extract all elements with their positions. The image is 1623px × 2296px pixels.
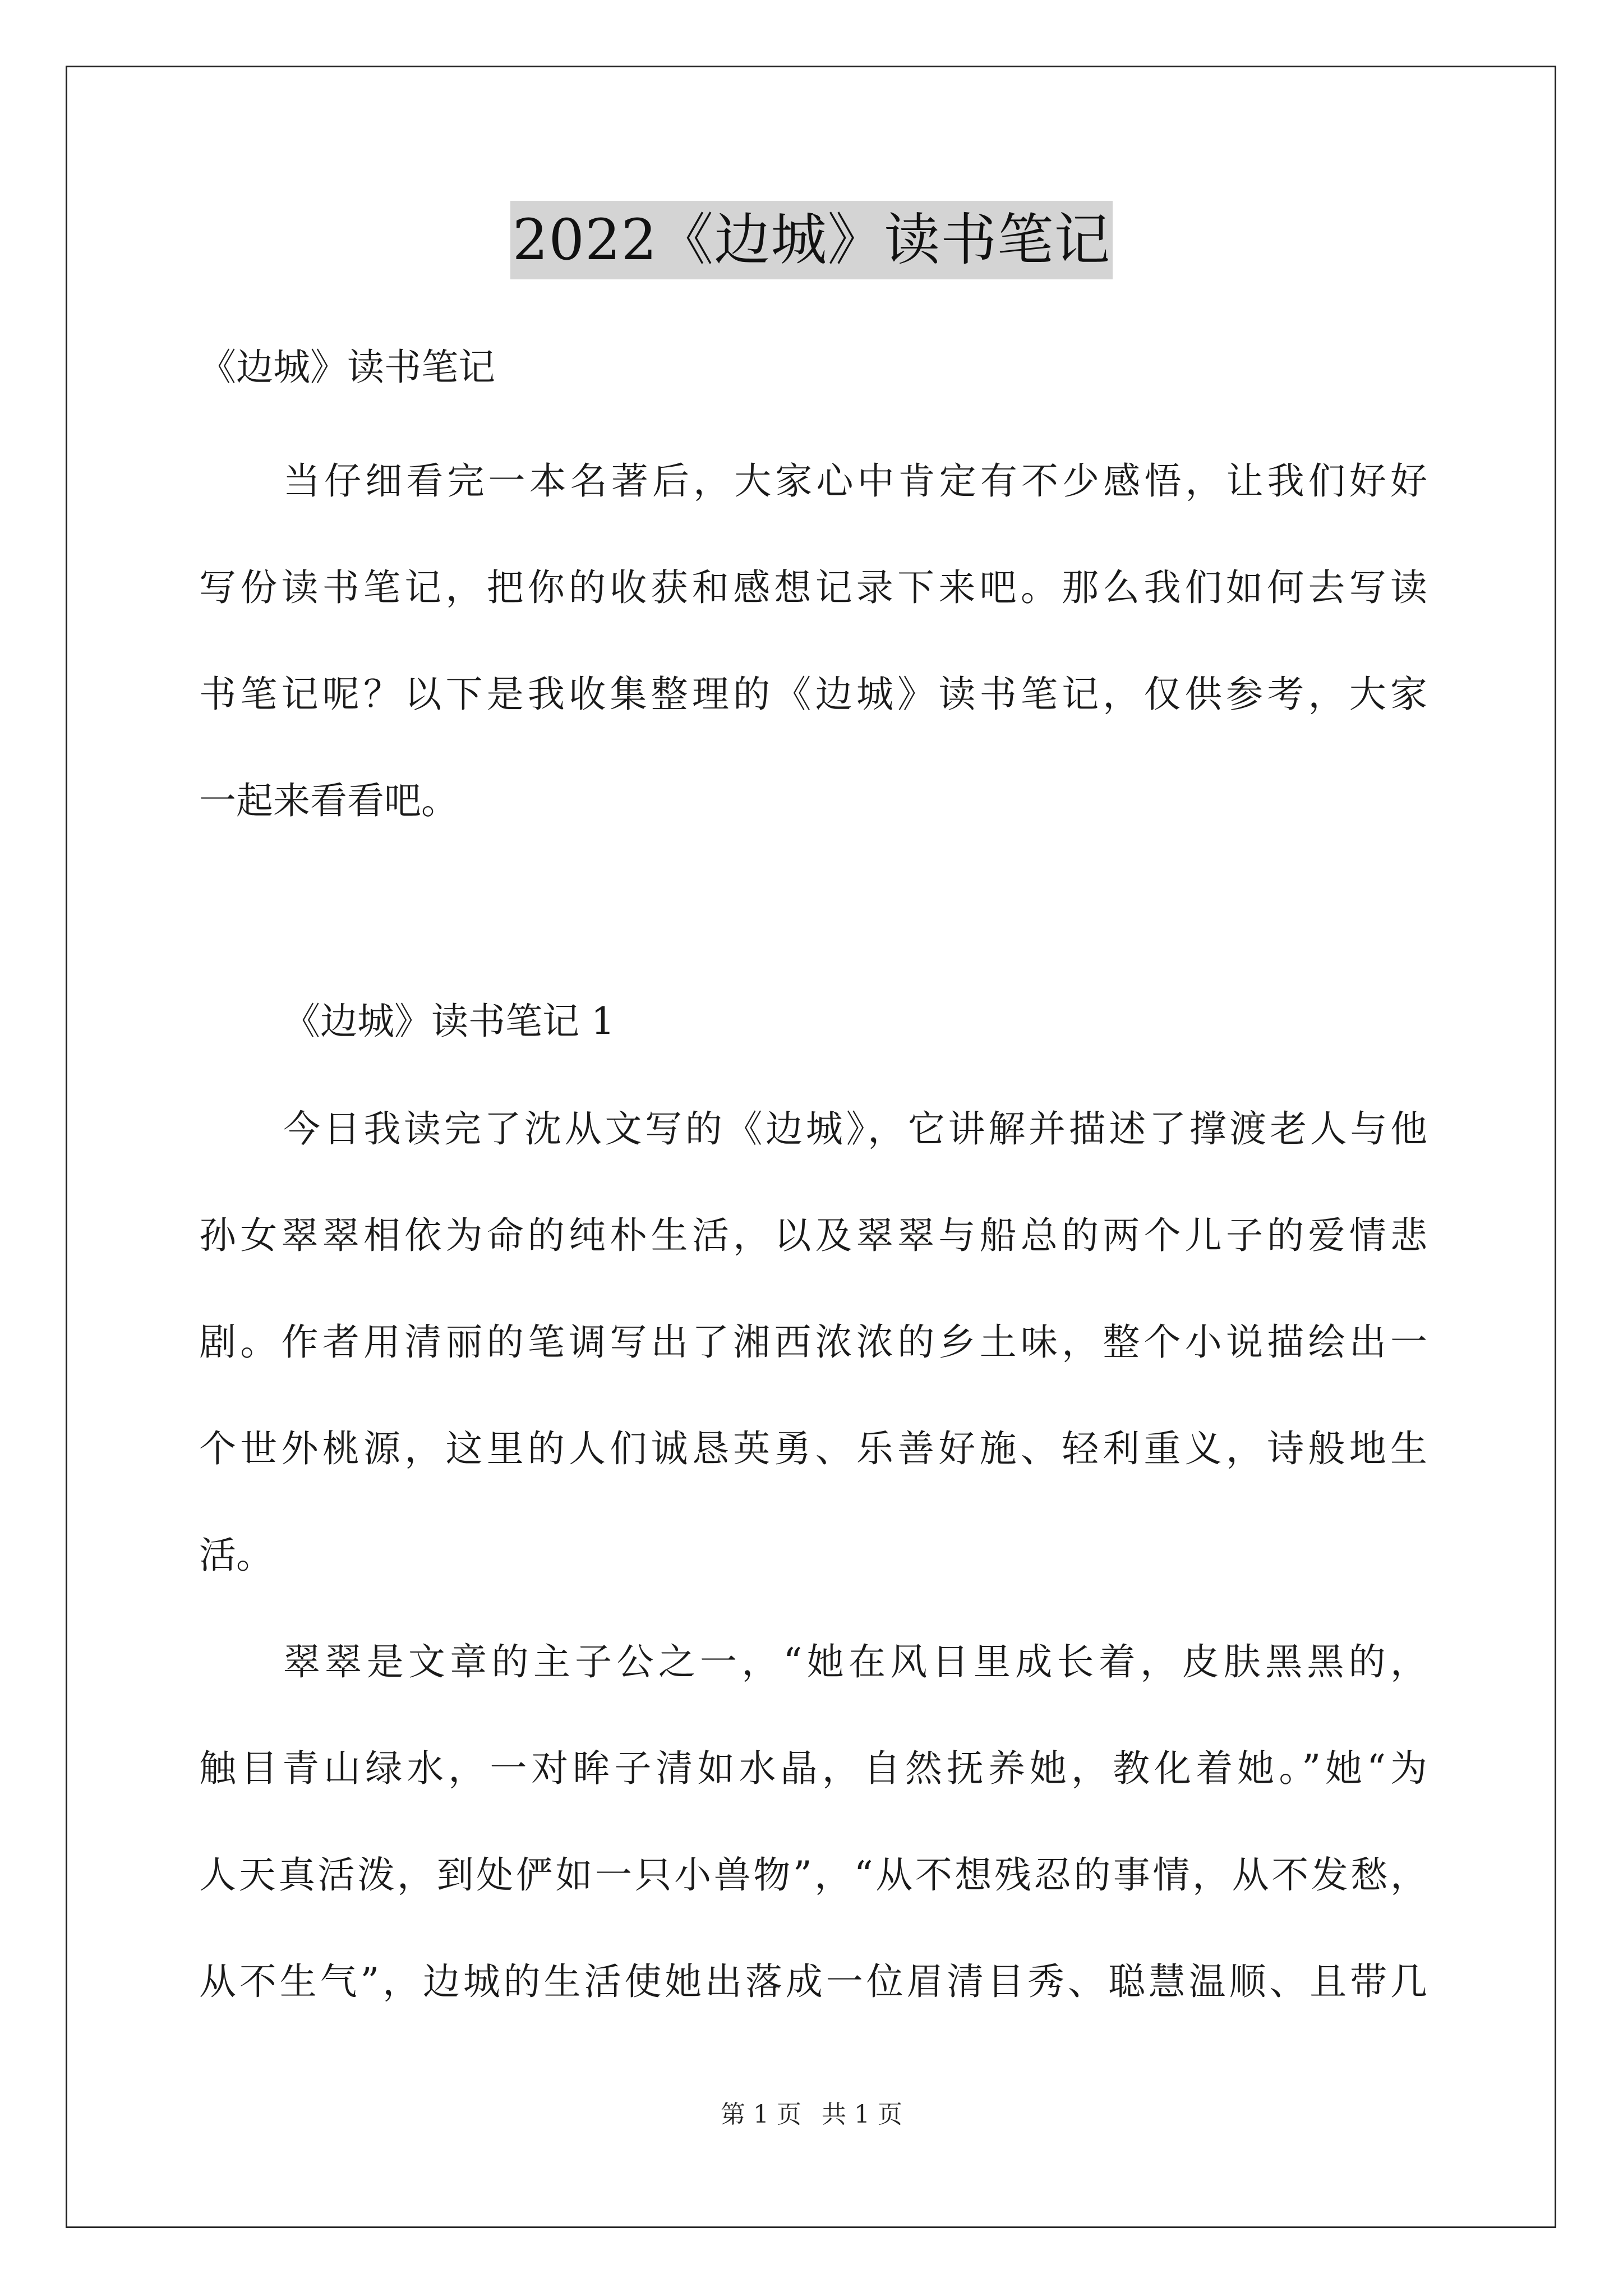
para1-line-1: 今日我读完了沈从文写的《边城》，它讲解并描述了撑渡老人与他 [283, 1107, 1427, 1151]
intro-line-3: 书笔记呢？以下是我收集整理的《边城》读书笔记，仅供参考，大家 [199, 673, 1427, 716]
para1-line-4: 个世外桃源，这里的人们诚恳英勇、乐善好施、轻利重义，诗般地生 [199, 1427, 1427, 1470]
page-footer [0, 2098, 1623, 2132]
subtitle: 《边城》读书笔记 [199, 346, 495, 389]
intro-line-1: 当仔细看完一本名著后，大家心中肯定有不少感悟，让我们好好 [283, 459, 1427, 503]
para1-line-5: 活。 [199, 1534, 273, 1577]
para1-line-3: 剧。作者用清丽的笔调写出了湘西浓浓的乡土味，整个小说描绘出一 [199, 1320, 1427, 1364]
para1-line-2: 孙女翠翠相依为命的纯朴生活，以及翠翠与船总的两个儿子的爱情悲 [199, 1214, 1427, 1257]
para2-line-4: 从不生气”，边城的生活使她出落成一位眉清目秀、聪慧温顺、且带几 [199, 1960, 1427, 2003]
document-title: 2022《边城》读书笔记 [510, 201, 1113, 279]
para2-line-3: 人天真活泼，到处俨如一只小兽物”，“从不想残忍的事情，从不发愁， [199, 1853, 1427, 1897]
page-number: 第 1 页 [721, 2100, 801, 2129]
intro-line-4: 一起来看看吧。 [199, 779, 458, 822]
para2-line-1: 翠翠是文章的主子公之一，“她在风日里成长着，皮肤黑黑的， [283, 1640, 1427, 1683]
document-title-wrap [0, 201, 1623, 279]
page-total: 共 1 页 [822, 2100, 902, 2129]
intro-line-2: 写份读书笔记，把你的收获和感想记录下来吧。那么我们如何去写读 [199, 566, 1427, 609]
section-heading: 《边城》读书笔记 1 [283, 1000, 615, 1043]
para2-line-2: 触目青山绿水，一对眸子清如水晶，自然抚养她，教化着她。”她“为 [199, 1747, 1427, 1790]
